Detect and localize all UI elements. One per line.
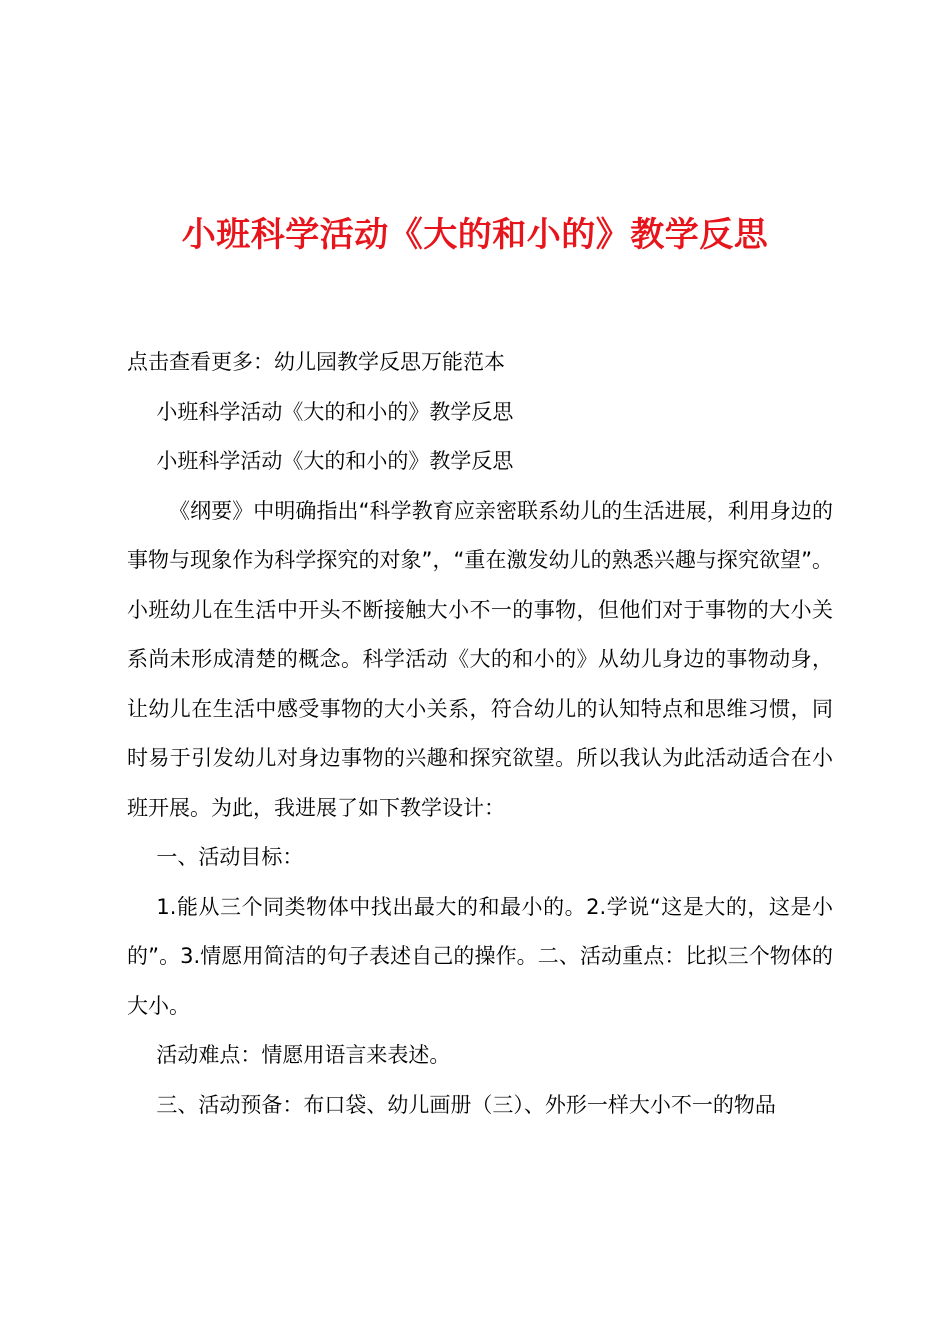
subtitle-paragraph: 小班科学活动《大的和小的》教学反思 [156,449,514,473]
subtitle-paragraph: 小班科学活动《大的和小的》教学反思 [156,399,514,424]
body-paragraph: 《纲要》中明确指出“科学教育应亲密联系幼儿的生活进展，利用身边的事物与现象作为科学探究的对象”，“重在激发幼儿的熟悉兴趣与探究欲望”。小班幼儿在生活中开头不断接触大小不一的事物，但他们对于事物的大小关系尚未形成清楚的概念。科学活动《大的和小的》从幼儿身边的事物动身，让幼儿在生活中感受事物的大小关系，符合幼儿的认知特点和思维习惯，同时易于引发幼儿对身边事物的兴趣和探究欲望。所以我认为此活动适合在小班开展。为此，我进展了如下教学设计： [127,498,833,820]
body-paragraph: 1.能从三个同类物体中找出最大的和最小的。2.学说“这是大的，这是小的”。3.情愿用简洁的句子表述自己的操作。二、活动重点：比拟三个物体的大小。 [127,894,833,1018]
section-heading: 一、活动目标： [156,845,304,869]
section-heading: 三、活动预备：布口袋、幼儿画册（三）、外形一样大小不一的物品 [156,1092,776,1117]
body-paragraph: 活动难点：情愿用语言来表述。 [156,1043,451,1067]
more-templates-link[interactable]: 幼儿园教学反思万能范本 [274,350,505,374]
document-body [127,338,833,1130]
link-line [127,338,833,388]
document-title: 小班科学活动《大的和小的》教学反思 [181,215,769,255]
link-prefix: 点击查看更多： [127,350,274,374]
